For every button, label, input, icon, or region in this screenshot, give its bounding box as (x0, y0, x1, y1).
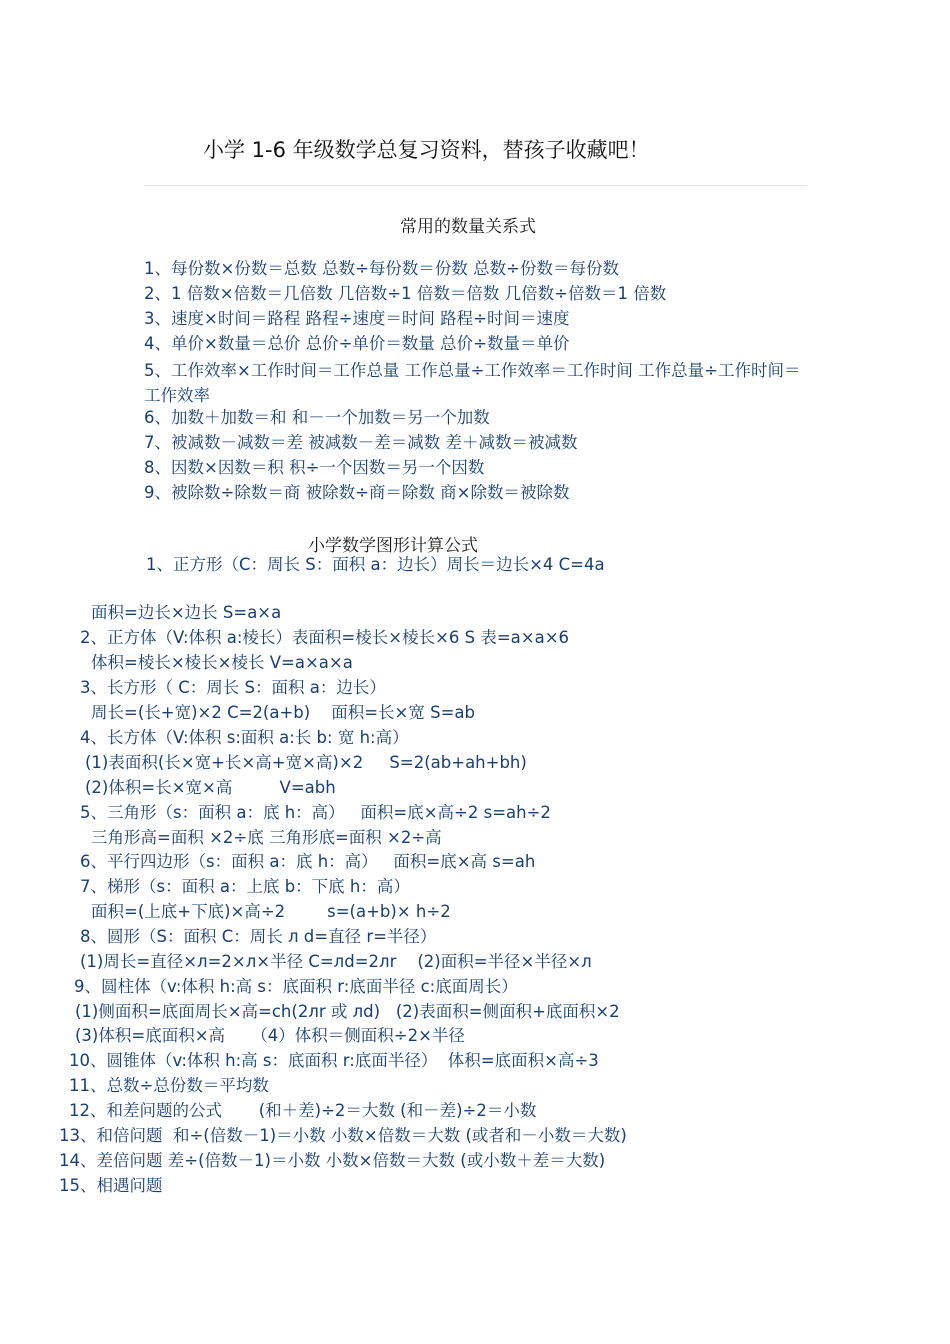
formula-line: (2)体积=长×宽×高 V=abh (85, 778, 336, 797)
formula-line: 10、圆锥体（v:体积 h:高 s：底面积 r:底面半径） 体积=底面积×高÷3 (69, 1051, 599, 1070)
formula-line: (1)周长=直径×л=2×л×半径 C=лd=2лr (2)面积=半径×半径×л (80, 952, 592, 971)
relation-line: 4、单价×数量＝总价 总价÷单价＝数量 总价÷数量＝单价 (144, 334, 570, 353)
formula-line: 7、梯形（s：面积 a：上底 b：下底 h：高） (80, 877, 410, 896)
formula-line: 5、三角形（s：面积 a：底 h：高） 面积=底×高÷2 s=ah÷2 (80, 803, 551, 822)
formula-line: 面积=边长×边长 S=a×a (91, 603, 282, 622)
relation-line: 3、速度×时间＝路程 路程÷速度＝时间 路程÷时间＝速度 (144, 309, 570, 328)
page-title: 小学 1-6 年级数学总复习资料，替孩子收藏吧！ (203, 138, 650, 162)
formula-line: 面积=(上底+下底)×高÷2 s=(a+b)× h÷2 (91, 902, 451, 921)
formula-line: 2、正方体（V:体积 a:棱长）表面积=棱长×棱长×6 S 表=a×a×6 (80, 628, 570, 647)
formula-line: (3)体积=底面积×高 （4）体积＝侧面积÷2×半径 (75, 1026, 465, 1045)
formula-line: 9、圆柱体（v:体积 h:高 s：底面积 r:底面半径 c:底面周长） (74, 977, 518, 996)
title-divider (144, 185, 807, 186)
section-heading-geometry-formulas: 小学数学图形计算公式 (308, 536, 478, 556)
formula-line: 12、和差问题的公式 (和＋差)÷2＝大数 (和－差)÷2＝小数 (69, 1101, 537, 1120)
formula-line: 15、相遇问题 (59, 1176, 163, 1195)
relation-line: 1、每份数×份数＝总数 总数÷每份数＝份数 总数÷份数＝每份数 (144, 259, 619, 278)
section-heading-quantity-relations: 常用的数量关系式 (400, 217, 536, 237)
relation-line: 9、被除数÷除数＝商 被除数÷商＝除数 商×除数＝被除数 (144, 483, 570, 502)
formula-line: 13、和倍问题 和÷(倍数－1)＝小数 小数×倍数＝大数 (或者和－小数＝大数) (59, 1126, 627, 1145)
formula-line: (1)表面积(长×宽+长×高+宽×高)×2 S=2(ab+ah+bh) (85, 753, 527, 772)
formula-line: 6、平行四边形（s：面积 a：底 h：高） 面积=底×高 s=ah (80, 852, 536, 871)
relation-line: 2、1 倍数×倍数＝几倍数 几倍数÷1 倍数＝倍数 几倍数÷倍数＝1 倍数 (144, 284, 667, 303)
relation-line: 6、加数＋加数＝和 和－一个加数＝另一个加数 (144, 408, 490, 427)
formula-line: 周长=(长+宽)×2 C=2(a+b) 面积=长×宽 S=ab (91, 703, 475, 722)
formula-line: 体积=棱长×棱长×棱长 V=a×a×a (91, 653, 353, 672)
formula-line: 8、圆形（S：面积 C：周长 л d=直径 r=半径） (80, 927, 437, 946)
formula-line: 14、差倍问题 差÷(倍数－1)＝小数 小数×倍数＝大数 (或小数＋差＝大数) (59, 1151, 606, 1170)
relation-line: 7、被减数－减数＝差 被减数－差＝减数 差＋减数＝被减数 (144, 433, 578, 452)
formula-line: (1)侧面积=底面周长×高=ch(2лr 或 лd) (2)表面积=侧面积+底面积×2 (75, 1002, 620, 1021)
formula-line: 4、长方体（V:体积 s:面积 a:长 b: 宽 h:高） (80, 728, 409, 747)
formula-line: 3、长方形（ C：周长 S：面积 a：边长） (80, 678, 386, 697)
formula-line: 1、正方形（C：周长 S：面积 a：边长）周长＝边长×4 C=4a (146, 555, 605, 574)
relation-line: 8、因数×因数＝积 积÷一个因数＝另一个因数 (144, 458, 485, 477)
relation-line: 5、工作效率×工作时间＝工作总量 工作总量÷工作效率＝工作时间 工作总量÷工作时间＝工作效率 (144, 361, 801, 405)
formula-line: 三角形高=面积 ×2÷底 三角形底=面积 ×2÷高 (91, 828, 442, 847)
formula-line: 11、总数÷总份数＝平均数 (69, 1076, 269, 1095)
